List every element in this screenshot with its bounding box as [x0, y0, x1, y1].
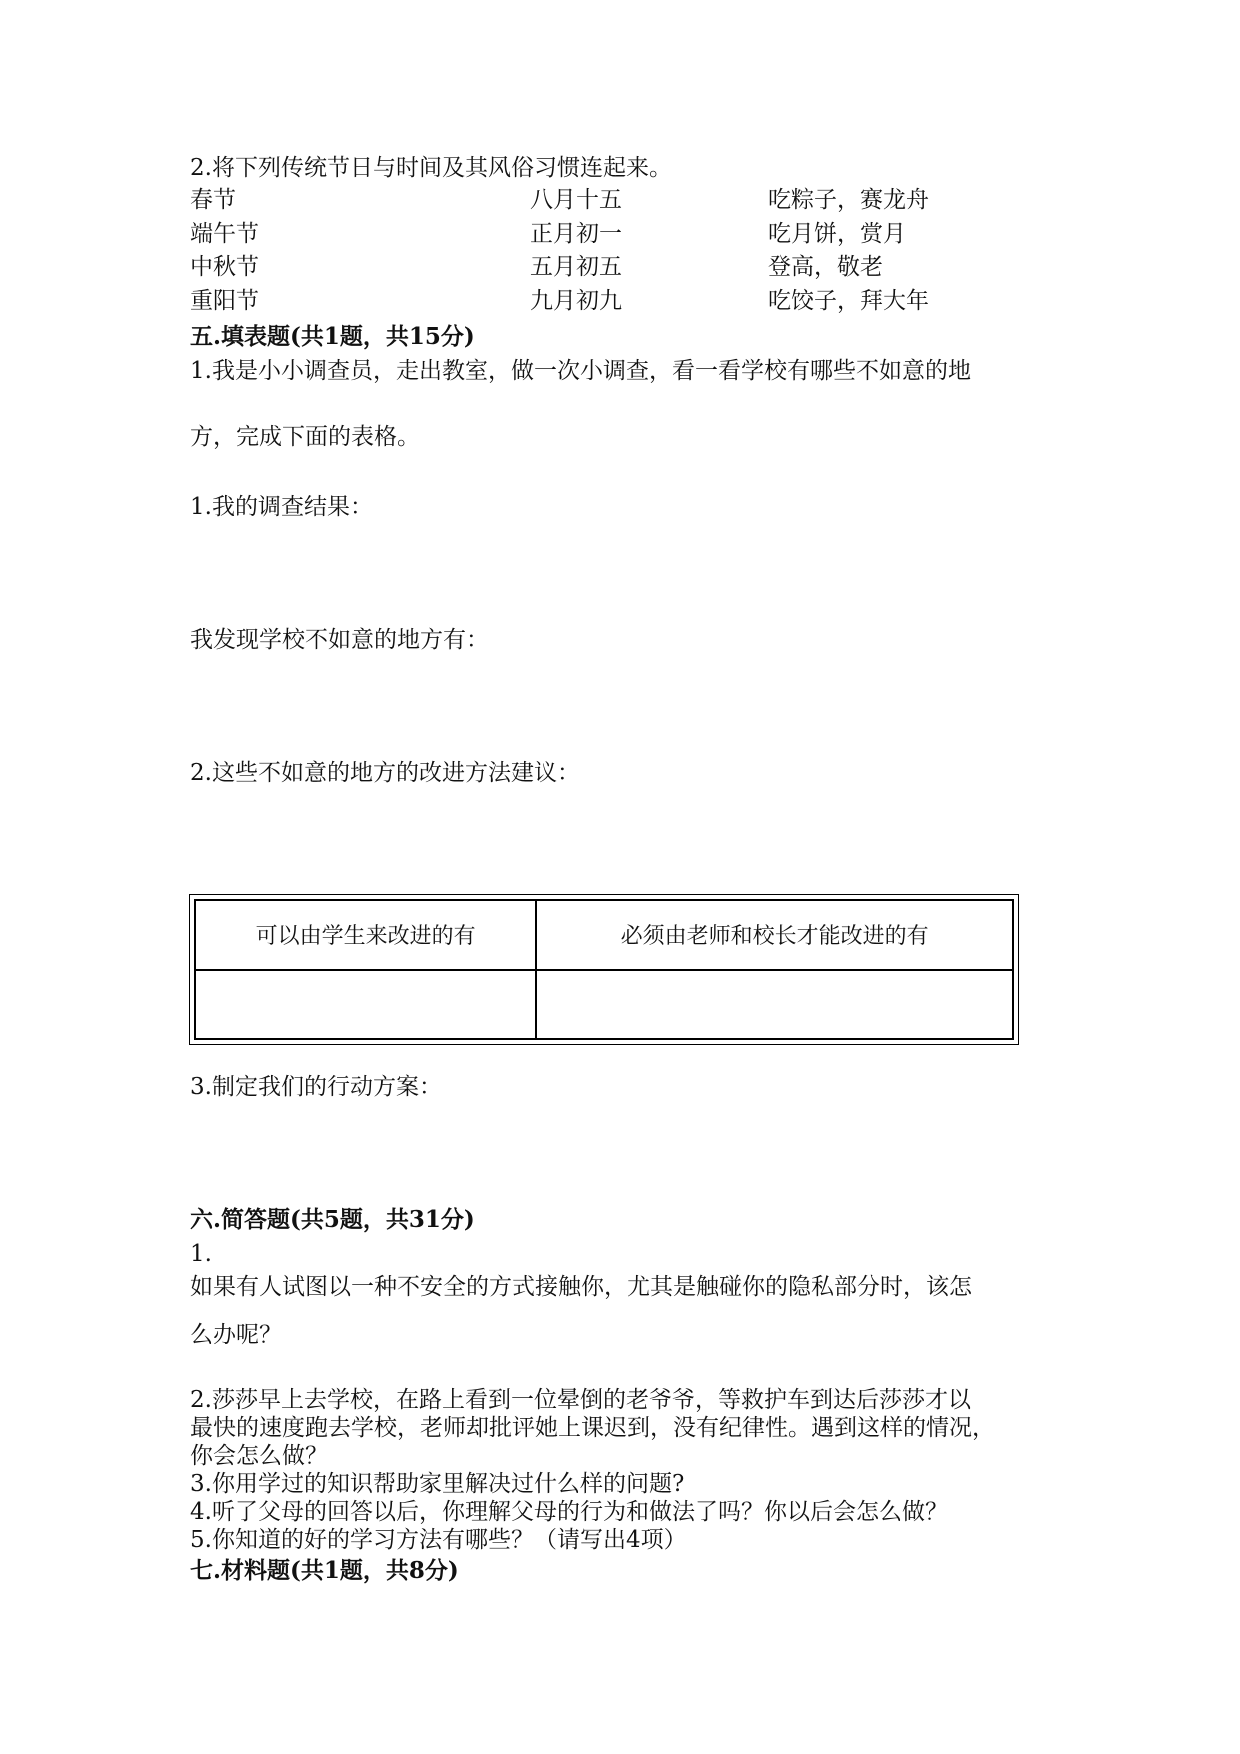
matching-row [190, 219, 1090, 249]
festival-name: 重阳节 [190, 288, 259, 314]
question-1-line: 么办呢？ [190, 1322, 282, 1348]
section5-question-line: 1.我是小小调查员，走出教室，做一次小调查，看一看学校有哪些不如意的地 [190, 358, 971, 384]
question-3: 3.你用学过的知识帮助家里解决过什么样的问题? [190, 1471, 685, 1497]
festival-custom: 吃饺子，拜大年 [768, 288, 929, 314]
section7-heading: 七.材料题(共1题，共8分) [190, 1557, 459, 1584]
question-1-line: 如果有人试图以一种不安全的方式接触你，尤其是触碰你的隐私部分时，该怎 [190, 1274, 972, 1300]
question-5: 5.你知道的好的学习方法有哪些？（请写出4项） [190, 1527, 687, 1553]
festival-name: 端午节 [190, 221, 259, 247]
improvement-table [189, 894, 1019, 1045]
festival-custom: 吃月饼，赏月 [768, 221, 906, 247]
question-number: 1. [190, 1241, 212, 1267]
found-issues-label: 我发现学校不如意的地方有： [190, 627, 489, 653]
question-2-line: 最快的速度跑去学校，老师却批评她上课迟到，没有纪律性。遇到这样的情况， [190, 1415, 995, 1441]
suggestion-label: 2.这些不如意的地方的改进方法建议： [190, 760, 580, 786]
table-cell-students [195, 970, 536, 1040]
festival-date: 正月初一 [530, 221, 622, 247]
festival-custom: 吃粽子，赛龙舟 [768, 187, 929, 213]
question-2-line: 2.莎莎早上去学校，在路上看到一位晕倒的老爷爷，等救护车到达后莎莎才以 [190, 1387, 971, 1413]
action-plan-label: 3.制定我们的行动方案： [190, 1074, 442, 1100]
table-header-students: 可以由学生来改进的有 [195, 900, 536, 970]
matching-row [190, 185, 1090, 215]
festival-name: 中秋节 [190, 254, 259, 280]
table-cell-teachers [536, 970, 1013, 1040]
matching-instruction: 2.将下列传统节日与时间及其风俗习惯连起来。 [190, 155, 672, 181]
matching-row [190, 286, 1090, 316]
survey-result-label: 1.我的调查结果： [190, 494, 373, 520]
question-2-line: 你会怎么做？ [190, 1443, 328, 1469]
question-4: 4.听了父母的回答以后，你理解父母的行为和做法了吗？你以后会怎么做？ [190, 1499, 948, 1525]
section5-question-line: 方，完成下面的表格。 [190, 424, 420, 450]
section6-heading: 六.简答题(共5题，共31分) [190, 1206, 475, 1233]
festival-date: 五月初五 [530, 254, 622, 280]
festival-date: 八月十五 [530, 187, 622, 213]
festival-custom: 登高，敬老 [768, 254, 883, 280]
festival-date: 九月初九 [530, 288, 622, 314]
festival-name: 春节 [190, 187, 236, 213]
matching-row [190, 252, 1090, 282]
section5-heading: 五.填表题(共1题，共15分) [190, 323, 475, 350]
table-header-teachers: 必须由老师和校长才能改进的有 [536, 900, 1013, 970]
